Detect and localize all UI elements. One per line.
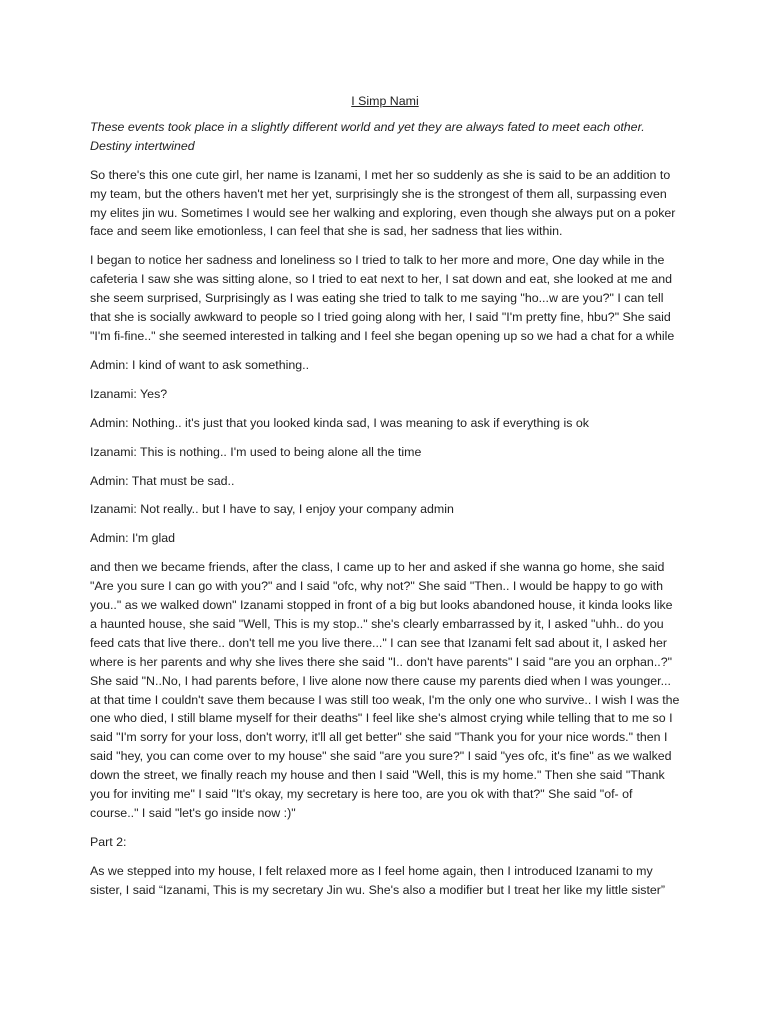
dialogue-line: Admin: Nothing.. it's just that you looked kinda sad, I was meaning to ask if everything is ok bbox=[90, 415, 589, 430]
dialogue-line: Admin: I kind of want to ask something.. bbox=[90, 357, 310, 372]
intro-paragraph: These events took place in a slightly different world and yet they are always fated to meet each other. Destiny intertwined bbox=[90, 119, 645, 153]
dialogue-line: Izanami: Yes? bbox=[90, 386, 168, 401]
story-paragraph: I began to notice her sadness and loneliness so I tried to talk to her more and more, One day while in the cafeteria I saw she was sitting alone, so I tried to eat next to her, I sat down and eat, she looked at me and she seem surprised, Surprisingly as I was eating she tried to talk to me saying "ho...w are you?" I can tell that she is socially awkward to people so I tried going along with her, I said "I'm pretty fine, hbu?" She said "I'm fi-fine.." she seemed interested in talking and I feel she began opening up so we had a chat for a while bbox=[90, 253, 675, 343]
dialogue-line: Admin: I'm glad bbox=[90, 531, 176, 546]
story-paragraph: So there's this one cute girl, her name is Izanami, I met her so suddenly as she is said to be an addition to my team, but the others haven't met her yet, surprisingly she is the strongest of them all, surpassing even my elites jin wu. Sometimes I would see her walking and exploring, even though she always put on a poker face and seem like emotionless, I can feel that she is sad, her sadness that lies within. bbox=[90, 167, 676, 239]
story-body bbox=[90, 166, 680, 900]
dialogue-line: Izanami: This is nothing.. I'm used to being alone all the time bbox=[90, 444, 422, 459]
dialogue-line: Izanami: Not really.. but I have to say, I enjoy your company admin bbox=[90, 502, 454, 517]
story-paragraph: As we stepped into my house, I felt relaxed more as I feel home again, then I introduced Izanami to my sister, I said “Izanami, This is my secretary Jin wu. She's also a modifier but I treat her like my little sister” bbox=[90, 863, 666, 897]
story-paragraph: and then we became friends, after the class, I came up to her and asked if she wanna go home, she said "Are you sure I can go with you?" and I said "ofc, why not?" She said "Then.. I would be happy to go with you.." as we walked down" Izanami stopped in front of a big but looks abandoned house, it kinda looks like a haunted house, she said "Well, This is my stop.." she's clearly embarrassed by it, I asked "uhh.. do you feed cats that live there.. don't tell me you live there..." I can see that Izanami felt sad about it, I asked her where is her parents and why she lives there she said "I.. don't have parents" I said "are you an orphan..?" She said "N..No, I had parents before, I live alone now there cause my parents died when I was younger... at that time I couldn't save them because I was still too weak, I'm the only one who survive.. I wish I was the one who died, I still blame myself for their deaths" I feel like she's almost crying while telling that to me so I said "I'm sorry for your loss, don't worry, it'll all get better" she said "Thank you for your nice words." then I said "hey, you can come over to my house" she said "are you sure?" I said "yes ofc, it's fine" as we walked down the street, we finally reach my house and then I said "Well, this is my home." Then she said "Thank you for inviting me" I said "It's okay, my secretary is here too, are you ok with that?" She said "of- of course.." I said "let's go inside now :)" bbox=[90, 560, 680, 820]
dialogue-line: Admin: That must be sad.. bbox=[90, 473, 235, 488]
document-page bbox=[90, 92, 680, 910]
document-title: I Simp Nami bbox=[351, 94, 419, 108]
section-heading: Part 2: bbox=[90, 834, 127, 849]
